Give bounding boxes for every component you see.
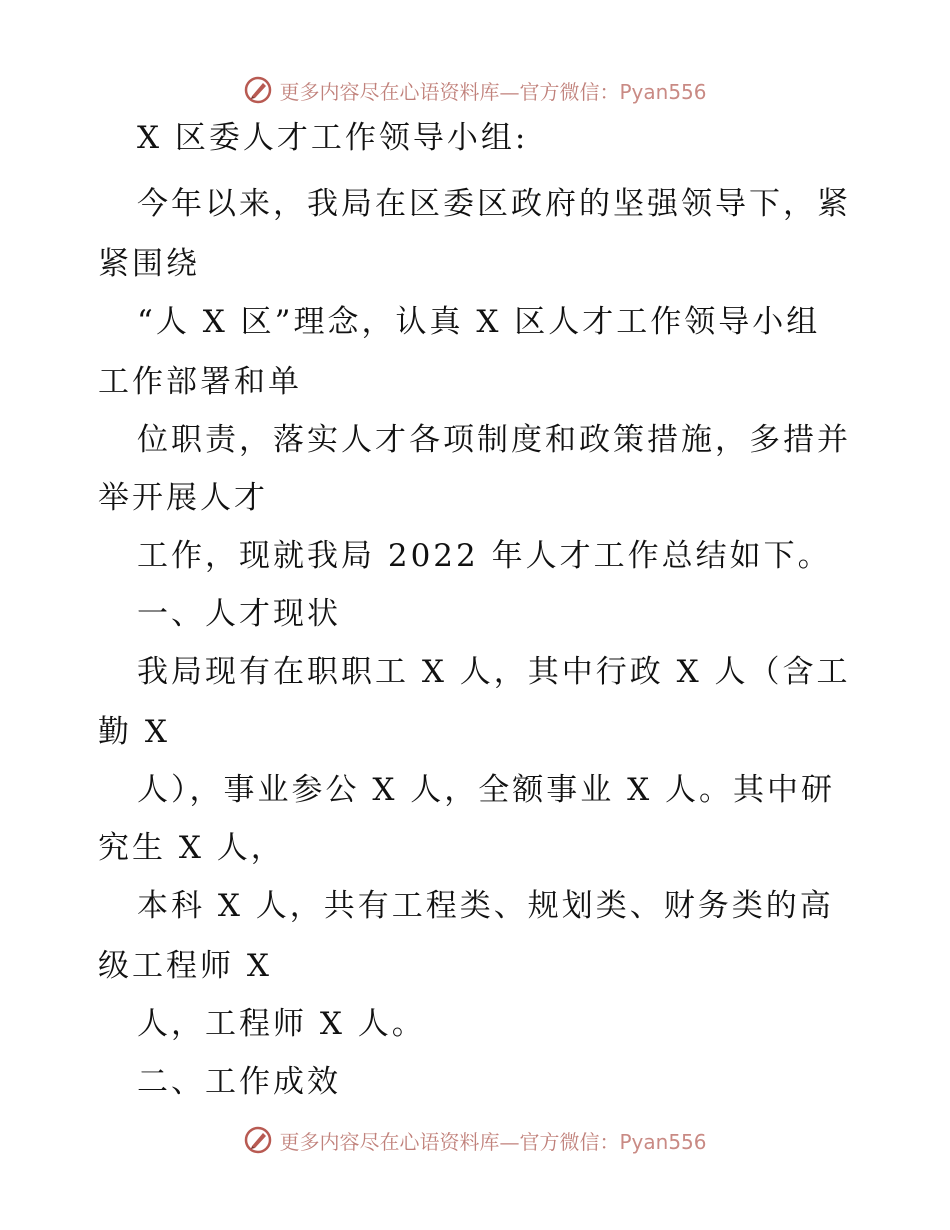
paragraph-line: 工作部署和单 [98,364,302,400]
watermark-text: 更多内容尽在心语资料库—官方微信：Pyan556 [279,79,707,104]
paragraph-line: 我局现有在职职工 X 人，其中行政 X 人（含工 [137,654,851,690]
section-heading: 一、人才现状 [137,596,341,632]
paragraph-line: 人），事业参公 X 人，全额事业 X 人。其中研 [137,772,836,808]
paragraph-line: 本科 X 人，共有工程类、规划类、财务类的高 [137,888,834,924]
paragraph-line: 人，工程师 X 人。 [137,1006,426,1042]
paragraph-line: 位职责，落实人才各项制度和政策措施，多措并 [137,422,851,458]
paragraph-line: 今年以来，我局在区委区政府的坚强领导下，紧 [137,186,851,222]
paragraph-line: 级工程师 X [98,948,272,984]
pen-circle-logo-icon [243,75,273,105]
pen-circle-logo-icon [243,1125,273,1155]
salutation-line: X 区委人才工作领导小组: [137,120,529,156]
watermark-account-id: Pyan556 [619,1129,707,1154]
section-heading: 二、工作成效 [137,1064,341,1100]
header-watermark [0,70,950,110]
paragraph-line: 勤 X [98,714,170,750]
paragraph-line: 工作，现就我局 2022 年人才工作总结如下。 [137,538,832,574]
paragraph-line: 举开展人才 [98,480,268,516]
watermark-account-id: Pyan556 [619,79,707,104]
paragraph-line: 究生 X 人， [98,830,285,866]
paragraph-line: 紧围绕 [98,246,200,282]
paragraph-line: “人 X 区”理念，认真 X 区人才工作领导小组 [137,304,821,340]
footer-watermark [0,1120,950,1160]
watermark-text: 更多内容尽在心语资料库—官方微信：Pyan556 [279,1129,707,1154]
